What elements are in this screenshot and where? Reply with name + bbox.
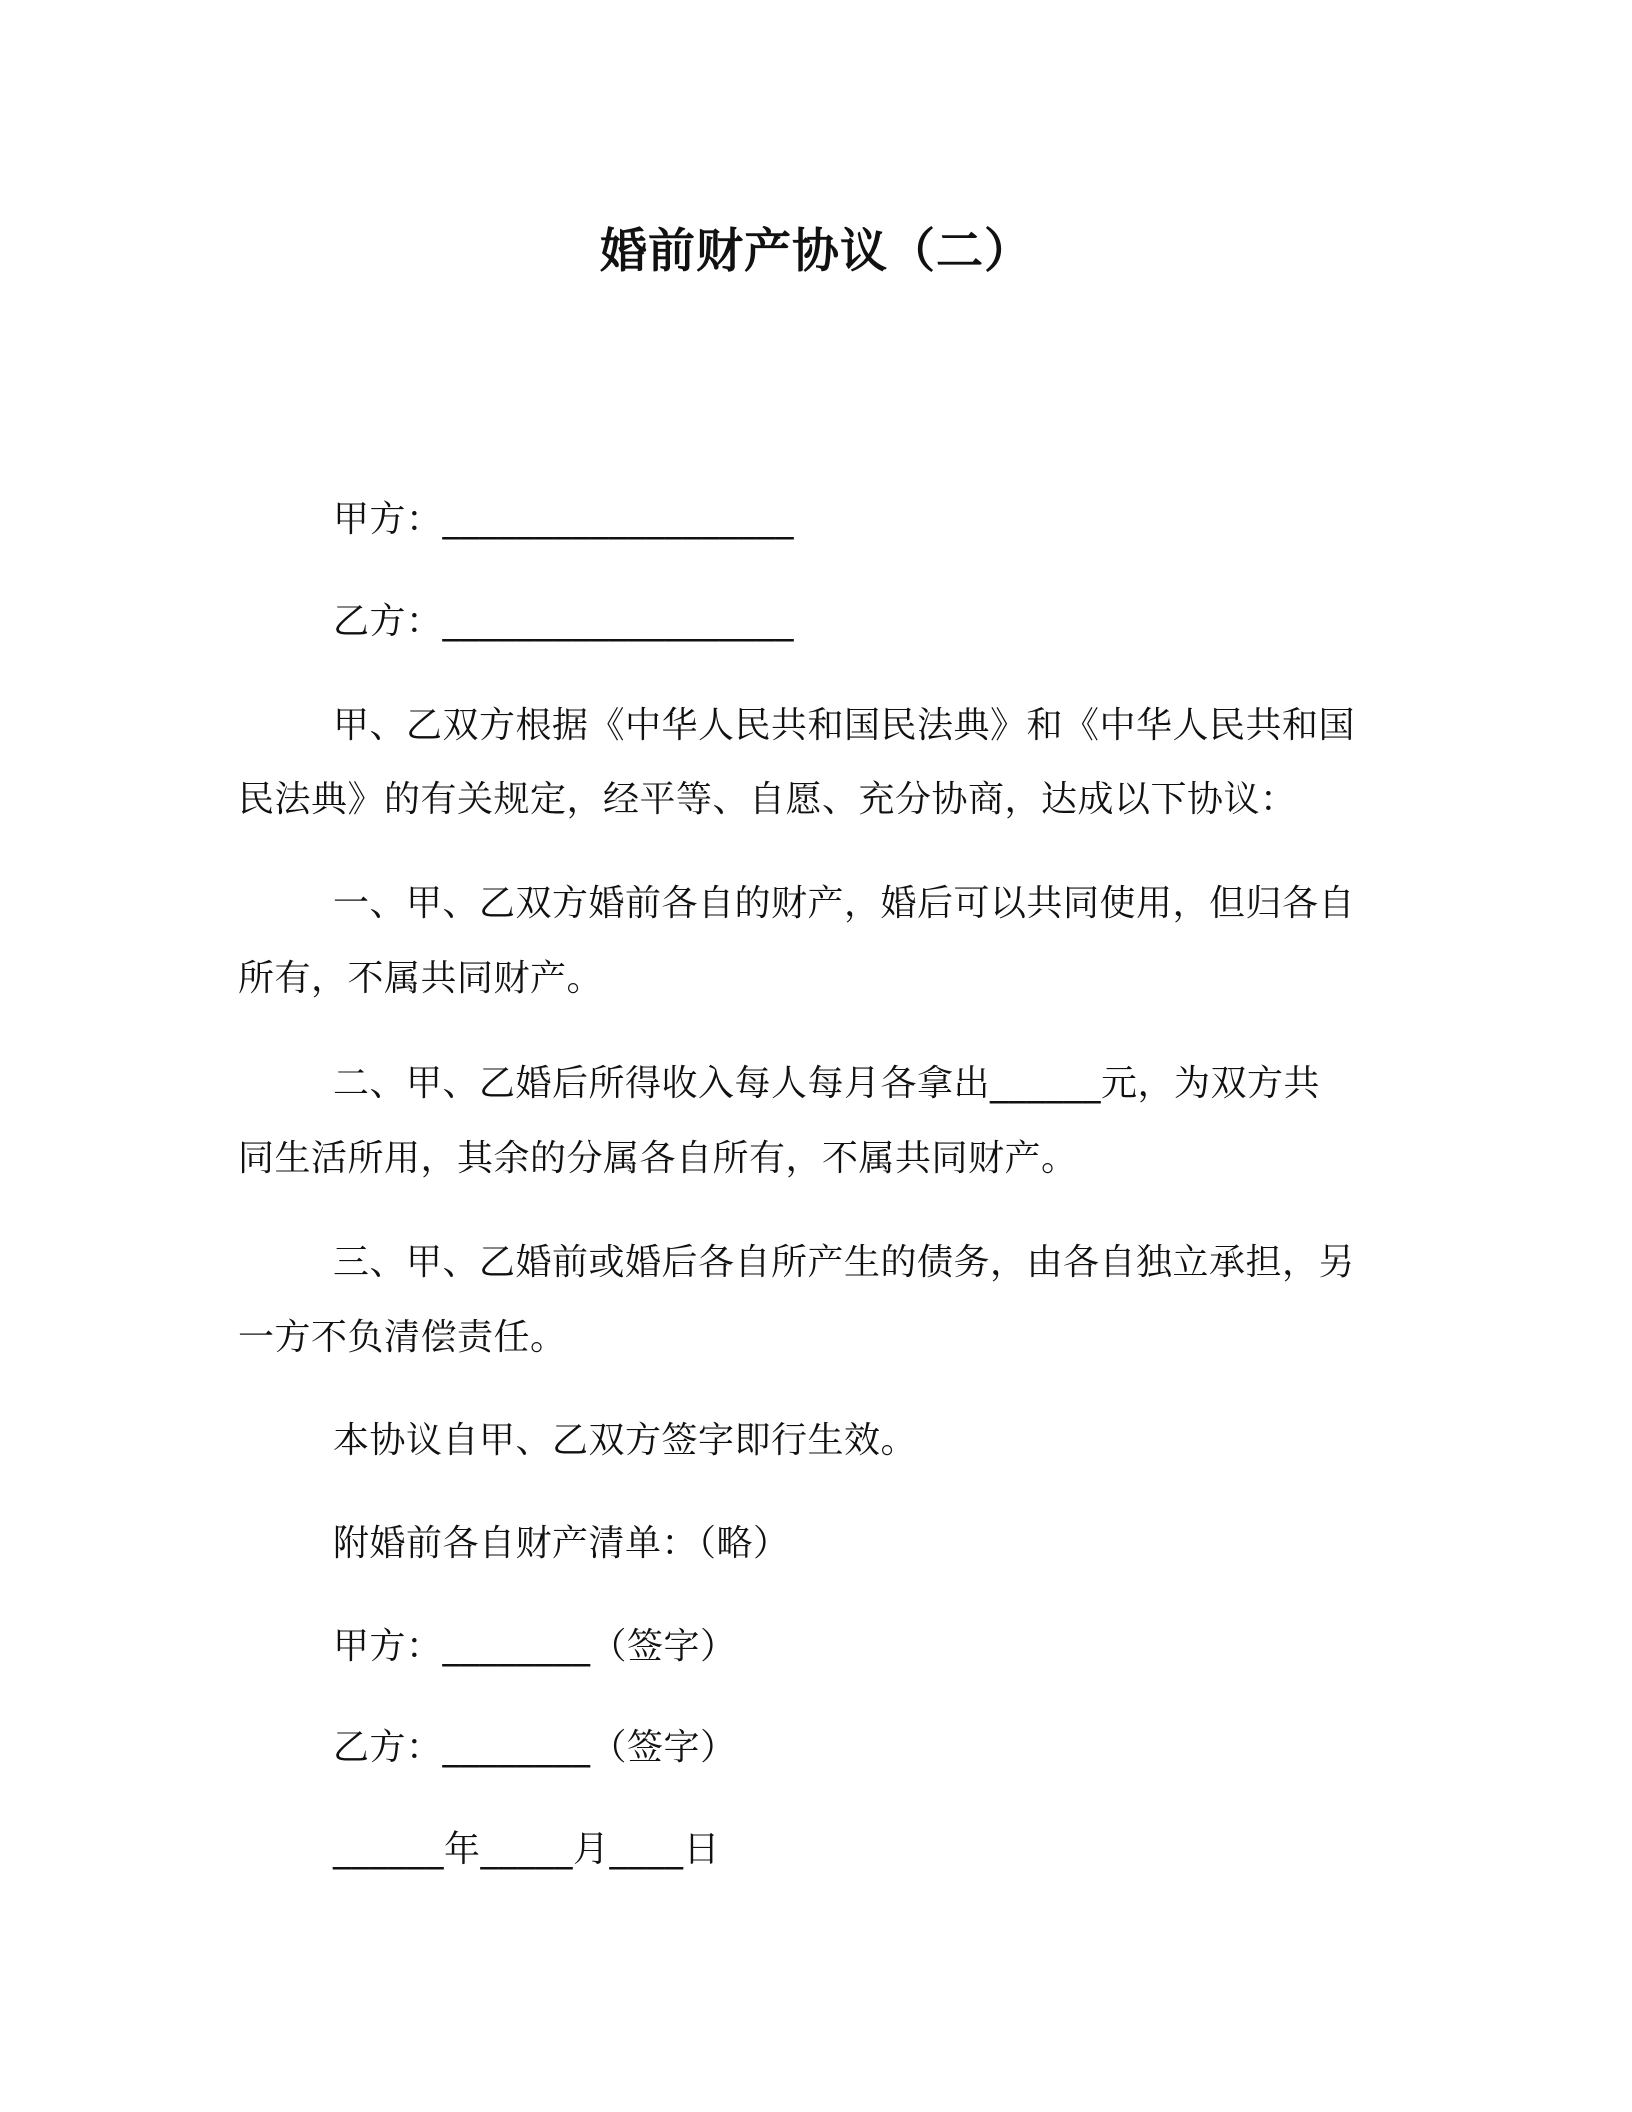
- clause-3-line-1: 三、甲、乙婚前或婚后各自所产生的债务，由各自独立承担，另: [333, 1242, 1356, 1283]
- clause-1-line-1: 一、甲、乙双方婚前各自的财产，婚后可以共同使用，但归各自: [333, 883, 1356, 924]
- clause-3-line-2: 一方不负清偿责任。: [238, 1317, 567, 1358]
- attachment-note: 附婚前各自财产清单：（略）: [333, 1523, 790, 1564]
- document-title: 婚前财产协议（二）: [600, 224, 1032, 279]
- signature-party-a: 甲方：________（签字）: [333, 1626, 737, 1667]
- preamble-line-1: 甲、乙双方根据《中华人民共和国民法典》和《中华人民共和国: [333, 705, 1356, 746]
- effective-clause: 本协议自甲、乙双方签字即行生效。: [333, 1420, 918, 1461]
- signature-party-b: 乙方：________（签字）: [333, 1727, 737, 1768]
- preamble-line-2: 民法典》的有关规定，经平等、自愿、充分协商，达成以下协议：: [238, 779, 1297, 820]
- party-b-field: 乙方：___________________: [333, 601, 795, 642]
- clause-1-line-2: 所有，不属共同财产。: [238, 958, 604, 999]
- clause-2-line-1: 二、甲、乙婚后所得收入每人每月各拿出______元，为双方共: [333, 1063, 1321, 1104]
- clause-2-line-2: 同生活所用，其余的分属各自所有，不属共同财产。: [238, 1138, 1078, 1179]
- date-line: ______年_____月____日: [333, 1829, 721, 1870]
- party-a-field: 甲方：___________________: [333, 499, 795, 540]
